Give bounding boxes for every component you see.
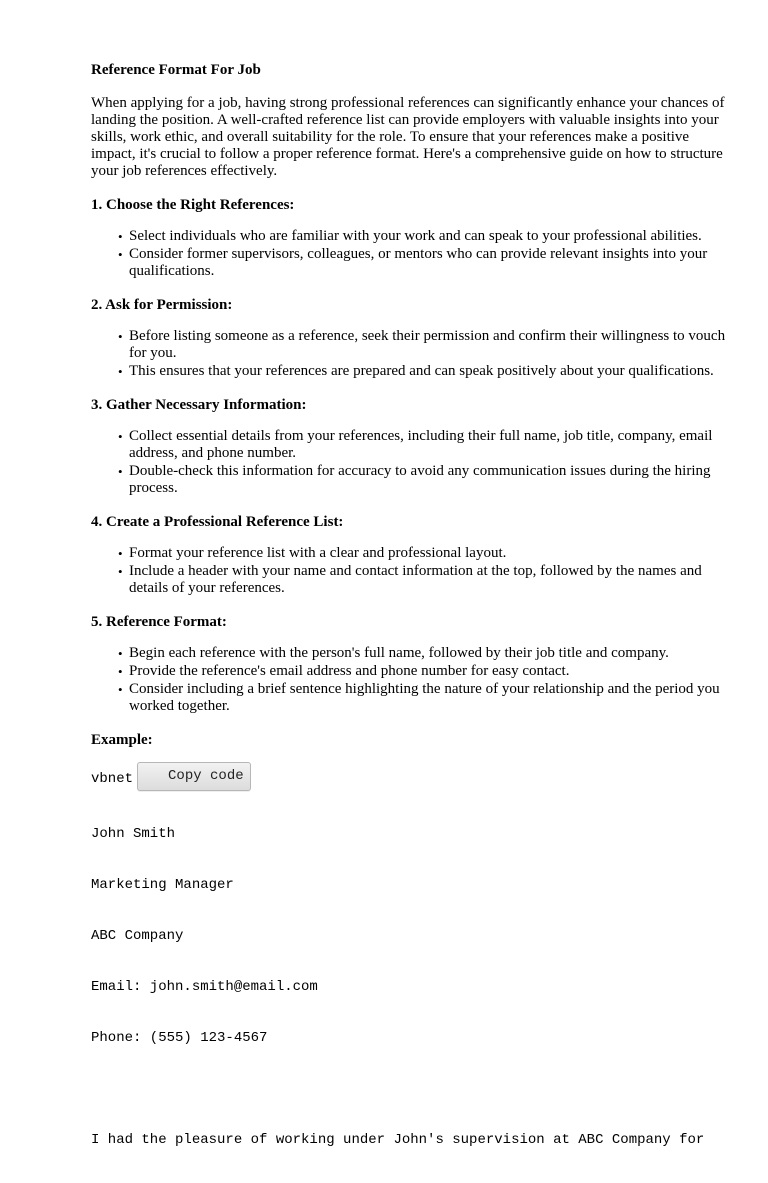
code-language-label: vbnet <box>91 771 134 787</box>
code-line: Marketing Manager <box>91 877 234 893</box>
code-line: ABC Company <box>91 928 184 944</box>
code-line: Email: john.smith@email.com <box>91 979 318 995</box>
section-heading-choose-references: 1. Choose the Right References: <box>91 197 295 213</box>
bullet-icon: • <box>118 229 123 244</box>
document-title: Reference Format For Job <box>91 62 261 78</box>
list-item: • Consider including a brief sentence highlighting the nature of your relationship and the period you worked together. <box>118 681 720 714</box>
bullet-icon: • <box>118 429 123 444</box>
list-item: • Consider former supervisors, colleagues, or mentors who can provide relevant insights into your qualifications. <box>118 246 708 279</box>
list-item: • Collect essential details from your references, including their full name, job title, company, email address, and phone number. <box>118 428 713 461</box>
code-blank-line <box>91 1081 731 1098</box>
list-item: • This ensures that your references are prepared and can speak positively about your qualifications. <box>118 363 714 379</box>
code-block <box>91 792 731 1183</box>
section-2-list <box>91 328 731 380</box>
section-4-list <box>91 545 731 597</box>
bullet-icon: • <box>118 546 123 561</box>
section-5-list <box>91 645 731 715</box>
bullet-icon: • <box>118 682 123 697</box>
bullet-icon: • <box>118 646 123 661</box>
bullet-icon: • <box>118 664 123 679</box>
section-3-list <box>91 428 731 497</box>
list-item: • Format your reference list with a clear and professional layout. <box>118 545 507 561</box>
bullet-icon: • <box>118 247 123 262</box>
list-item: • Provide the reference's email address and phone number for easy contact. <box>118 663 570 679</box>
example-heading: Example: <box>91 732 153 748</box>
bullet-icon: • <box>118 364 123 379</box>
bullet-icon: • <box>118 329 123 344</box>
code-block-header <box>91 759 731 788</box>
code-line: John Smith <box>91 826 176 842</box>
section-heading-gather-information: 3. Gather Necessary Information: <box>91 397 307 413</box>
bullet-icon: • <box>118 464 123 479</box>
section-1-list <box>91 228 731 280</box>
list-item: • Double-check this information for accuracy to avoid any communication issues during the hiring process. <box>118 463 711 496</box>
document-page <box>91 61 731 1183</box>
intro-paragraph: When applying for a job, having strong professional references can significantly enhance your chances of landing the position. A well-crafted reference list can provide employers with valuable insights into your skills, work ethic, and overall suitability for the role. To ensure that your references make a positive impact, it's crucial to follow a proper reference format. Here's a comprehensive guide on how to structure your job references effectively. <box>91 95 725 179</box>
section-heading-ask-permission: 2. Ask for Permission: <box>91 297 233 313</box>
list-item: • Include a header with your name and contact information at the top, followed by the names and details of your references. <box>118 563 702 596</box>
section-heading-reference-list: 4. Create a Professional Reference List: <box>91 514 344 530</box>
code-line: Phone: (555) 123-4567 <box>91 1030 268 1046</box>
list-item: • Select individuals who are familiar with your work and can speak to your professional abilities. <box>118 228 702 244</box>
section-heading-reference-format: 5. Reference Format: <box>91 614 227 630</box>
code-line: I had the pleasure of working under John's supervision at ABC Company for <box>91 1132 705 1148</box>
bullet-icon: • <box>118 564 123 579</box>
list-item: • Begin each reference with the person's full name, followed by their job title and company. <box>118 645 669 661</box>
copy-code-button[interactable]: Copy code <box>137 762 251 791</box>
list-item: • Before listing someone as a reference, seek their permission and confirm their willingness to vouch for you. <box>118 328 726 361</box>
